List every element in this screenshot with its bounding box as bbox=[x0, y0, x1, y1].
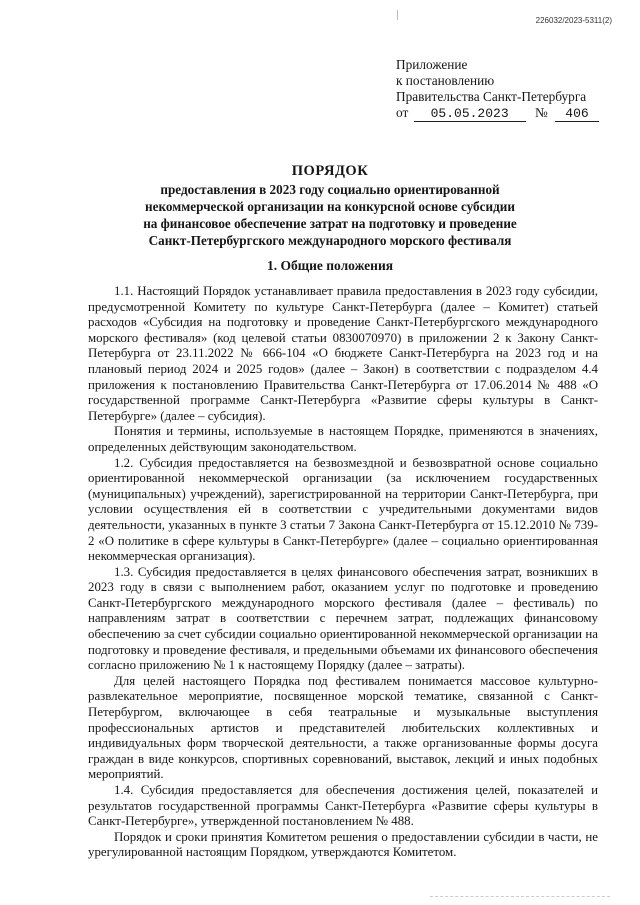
decree-date: 05.05.2023 bbox=[414, 107, 526, 122]
title-line: предоставления в 2023 году социально ориентированной bbox=[160, 182, 500, 197]
number-label: № bbox=[534, 105, 548, 120]
title-line: на финансовое обеспечение затрат на подготовку и проведение bbox=[143, 216, 517, 231]
appendix-date-number bbox=[396, 105, 626, 122]
appendix-block bbox=[396, 57, 626, 122]
paragraph: 1.3. Субсидия предоставляется в целях финансового обеспечения затрат, возникших в 2023 году в связи с выполнением работ, оказанием услуг по подготовке и проведению Санкт-Петербургского международного морского фестиваля (далее – фестиваль) по направлениям затрат в соответствии с перечнем затрат, подлежащих финансовому обеспечению за счет субсидии социально ориентированной некоммерческой организации на подготовку и проведение фестиваля, и предельными объемами их финансового обеспечения согласно приложению № 1 к настоящему Порядку (далее – затраты). bbox=[88, 564, 598, 673]
section-heading: 1. Общие положения bbox=[266, 258, 394, 273]
document-code: 226032/2023-5311(2) bbox=[535, 16, 612, 25]
title-main: ПОРЯДОК bbox=[291, 163, 369, 179]
document-title bbox=[60, 163, 600, 249]
paragraph: Понятия и термины, используемые в настоящем Порядке, применяются в значениях, определенных действующим законодательством. bbox=[88, 424, 598, 454]
decree-number: 406 bbox=[555, 107, 599, 122]
paragraph: Порядок и сроки принятия Комитетом решения о предоставлении субсидии в части, не урегулированной настоящим Порядком, утверждаются Комитетом. bbox=[88, 829, 598, 860]
appendix-line: Приложение bbox=[396, 57, 468, 72]
document-body bbox=[88, 284, 598, 861]
paragraph: Для целей настоящего Порядка под фестивалем понимается массовое культурно-развлекательное мероприятие, посвященное морской тематике, связанной с Санкт-Петербургом, включающее в себя театральные и музыкальные выступления профессиональных артистов и представителей любительских коллективных и индивидуальных форм творческой деятельности, а также организованные формы досуга граждан в виде конкурсов, спортивных соревнований, выставок, лекций и иных подобных мероприятий. bbox=[88, 673, 598, 782]
scan-artifact bbox=[430, 896, 610, 899]
title-line: некоммерческой организации на конкурсной основе субсидии bbox=[145, 199, 515, 214]
appendix-line: к постановлению bbox=[396, 73, 495, 88]
scan-mark bbox=[397, 10, 398, 20]
appendix-line: Правительства Санкт-Петербурга bbox=[396, 89, 587, 104]
paragraph: 1.1. Настоящий Порядок устанавливает правила предоставления в 2023 году субсидии, предусмотренной Комитету по культуре Санкт-Петербурга (далее – Комитет) статьей расходов «Субсидия на подготовку и проведение Санкт-Петербургского международного морского фестиваля» (код целевой статьи 0830070970) в приложении 2 к Закону Санкт-Петербурга от 23.11.2022 № 666-104 «О бюджете Санкт-Петербурга на 2023 год и на плановый период 2024 и 2025 годов» (далее – Закон) в соответствии с подразделом 4.4 приложения к постановлению Правительства Санкт-Петербурга от 17.06.2014 № 488 «О государственной программе Санкт-Петербурга «Развитие сферы культуры в Санкт-Петербурге» (далее – субсидия). bbox=[88, 284, 598, 423]
title-line: Санкт-Петербургского международного морского фестиваля bbox=[148, 233, 512, 248]
paragraph: 1.2. Субсидия предоставляется на безвозмездной и безвозвратной основе социально ориентированной некоммерческой организации (за исключением государственных (муниципальных) учреждений), зарегистрированной на территории Санкт-Петербурга, при условии осуществления ей в соответствии с учредительными документами видов деятельности, указанных в пункте 3 статьи 7 Закона Санкт-Петербурга от 15.12.2010 № 739-2 «О политике в сфере культуры в Санкт-Петербурге» (далее – социально ориентированная некоммерческая организация). bbox=[88, 455, 598, 564]
from-label: от bbox=[396, 105, 409, 120]
paragraph: 1.4. Субсидия предоставляется для обеспечения достижения целей, показателей и результатов государственной программы Санкт-Петербурга «Развитие сферы культуры в Санкт-Петербурге», утвержденной постановлением № 488. bbox=[88, 783, 598, 829]
